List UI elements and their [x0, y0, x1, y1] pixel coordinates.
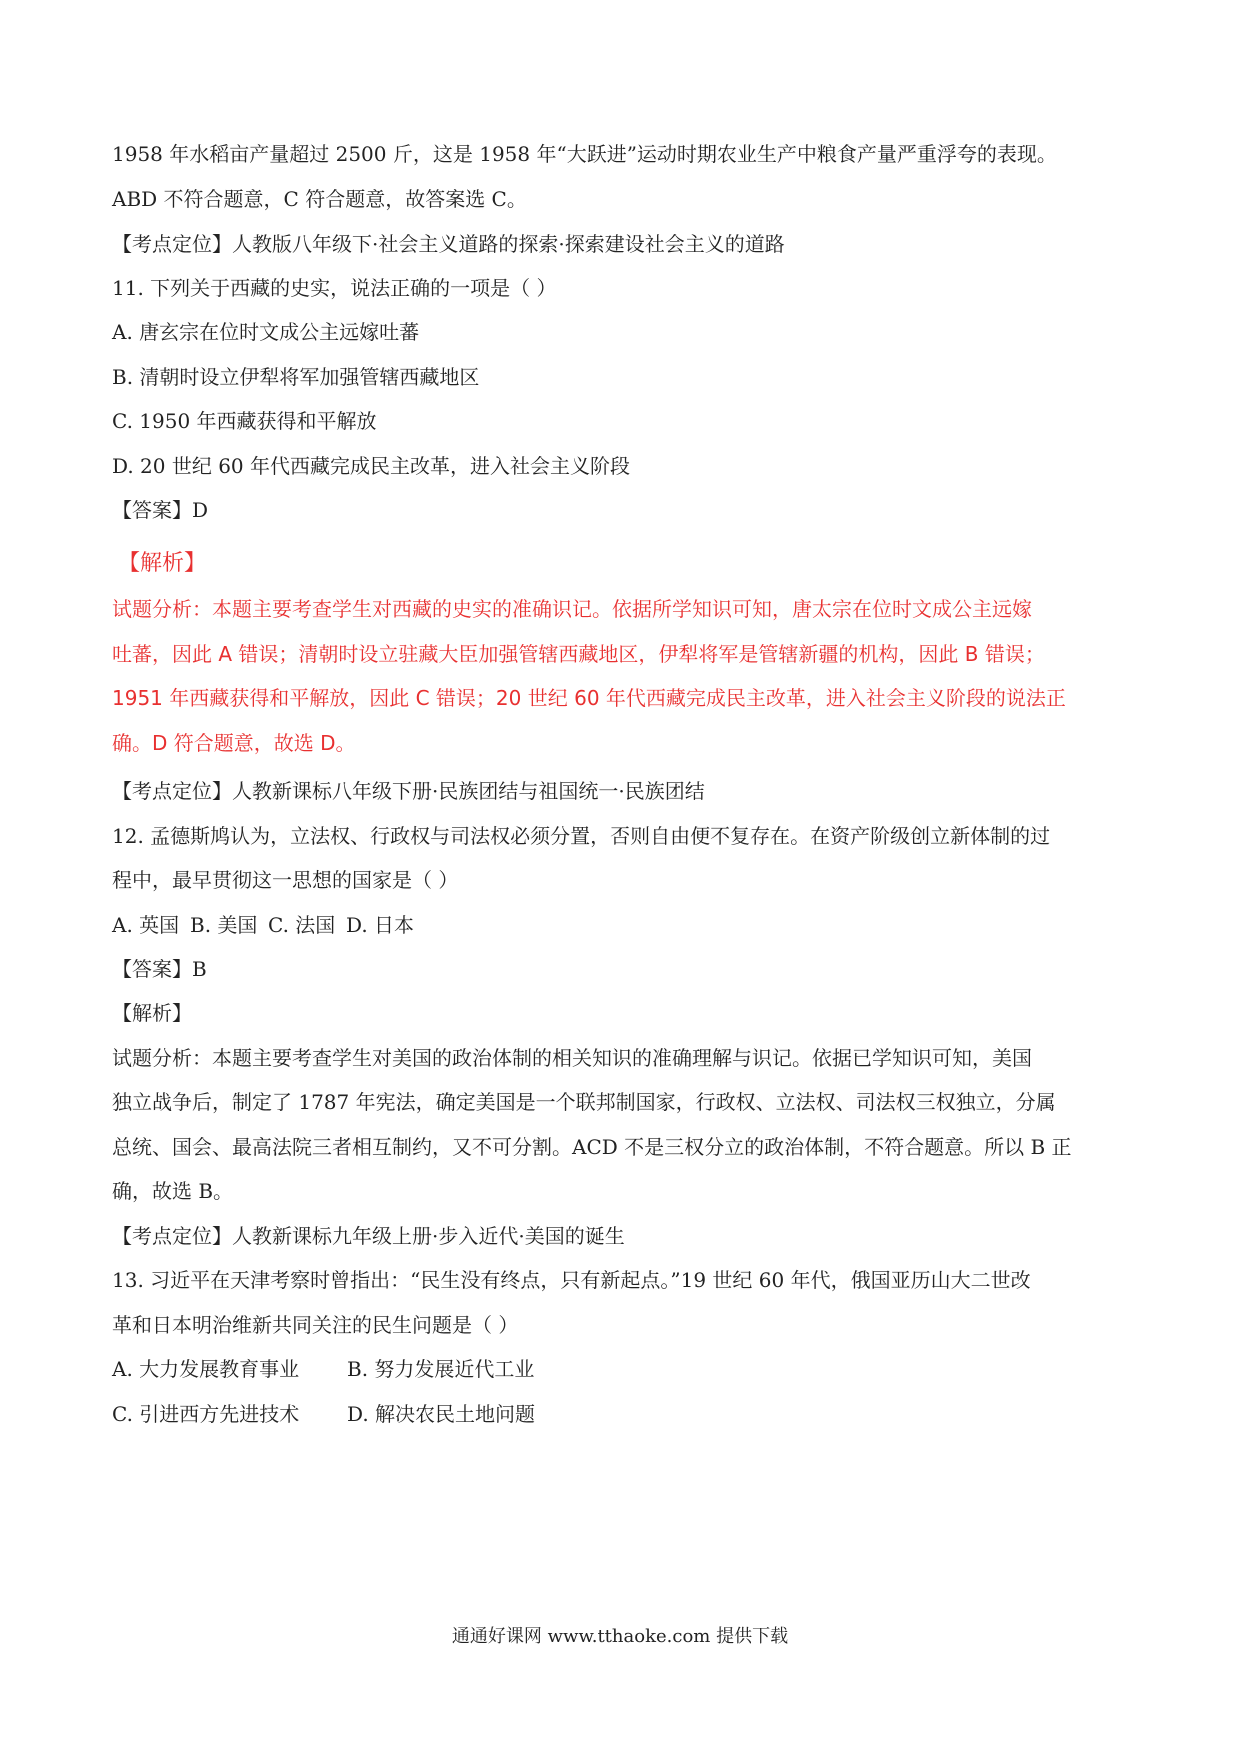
question-stem: 12. 孟德斯鸠认为，立法权、行政权与司法权必须分置，否则自由便不复存在。在资产阶级创立新体制的过: [112, 824, 1051, 848]
option-a: A. 英国: [112, 913, 180, 937]
question-stem: 11. 下列关于西藏的史实，说法正确的一项是（ ）: [112, 276, 557, 300]
analysis-line: 确，故选 B。: [112, 1179, 234, 1203]
analysis-line: 试题分析：本题主要考查学生对美国的政治体制的相关知识的准确理解与识记。依据已学知识可知，美国: [112, 1046, 1032, 1070]
text-line: ABD 不符合题意，C 符合题意，故答案选 C。: [112, 187, 527, 211]
analysis-heading: 【解析】: [118, 551, 207, 576]
option-c: C. 1950 年西藏获得和平解放: [112, 409, 377, 433]
text-line: 1958 年水稻亩产量超过 2500 斤，这是 1958 年“大跃进”运动时期农业生产中粮食产量严重浮夸的表现。: [112, 142, 1057, 166]
analysis-line: 总统、国会、最高法院三者相互制约，又不可分割。ACD 不是三权分立的政治体制，不符合题意。所以 B 正: [112, 1135, 1072, 1159]
option-c: C. 引进西方先进技术: [112, 1402, 300, 1426]
option-d: D. 日本: [346, 913, 415, 937]
question-stem: 革和日本明治维新共同关注的民生问题是（ ）: [112, 1313, 519, 1337]
answer: 【答案】B: [112, 957, 207, 981]
option-c: C. 法国: [268, 913, 336, 937]
analysis-line: 吐蕃，因此 A 错误；清朝时设立驻藏大臣加强管辖西藏地区，伊犁将军是管辖新疆的机构，因此 B 错误；: [112, 642, 1045, 666]
question-stem: 13. 习近平在天津考察时曾指出：“民生没有终点，只有新起点。”19 世纪 60 年代，俄国亚历山大二世改: [112, 1268, 1031, 1292]
option-d: D. 20 世纪 60 年代西藏完成民主改革，进入社会主义阶段: [112, 454, 631, 478]
option-a: A. 大力发展教育事业: [112, 1357, 300, 1381]
answer: 【答案】D: [112, 498, 209, 522]
option-a: A. 唐玄宗在位时文成公主远嫁吐蕃: [112, 320, 420, 344]
page-footer: 通通好课网 www.tthaoke.com 提供下载: [451, 1626, 789, 1647]
options-row: [112, 1399, 1132, 1429]
topic-location: 【考点定位】人教新课标九年级上册·步入近代·美国的诞生: [112, 1224, 625, 1248]
option-b: B. 美国: [190, 913, 258, 937]
analysis-line: 1951 年西藏获得和平解放，因此 C 错误；20 世纪 60 年代西藏完成民主改革，进入社会主义阶段的说法正: [112, 686, 1066, 710]
question-stem: 程中，最早贯彻这一思想的国家是（ ）: [112, 868, 459, 892]
options-row: [112, 1354, 1132, 1384]
topic-location: 【考点定位】人教版八年级下·社会主义道路的探索·探索建设社会主义的道路: [112, 232, 785, 256]
options-row: [112, 910, 1132, 940]
analysis-line: 确。D 符合题意，故选 D。: [112, 731, 356, 755]
analysis-heading: 【解析】: [112, 1001, 192, 1025]
option-d: D. 解决农民土地问题: [347, 1402, 536, 1426]
option-b: B. 清朝时设立伊犁将军加强管辖西藏地区: [112, 365, 480, 389]
analysis-line: 独立战争后，制定了 1787 年宪法，确定美国是一个联邦制国家，行政权、立法权、司法权三权独立，分属: [112, 1090, 1056, 1114]
option-b: B. 努力发展近代工业: [347, 1357, 535, 1381]
analysis-line: 试题分析：本题主要考查学生对西藏的史实的准确识记。依据所学知识可知，唐太宗在位时文成公主远嫁: [112, 597, 1032, 621]
topic-location: 【考点定位】人教新课标八年级下册·民族团结与祖国统一·民族团结: [112, 779, 705, 803]
